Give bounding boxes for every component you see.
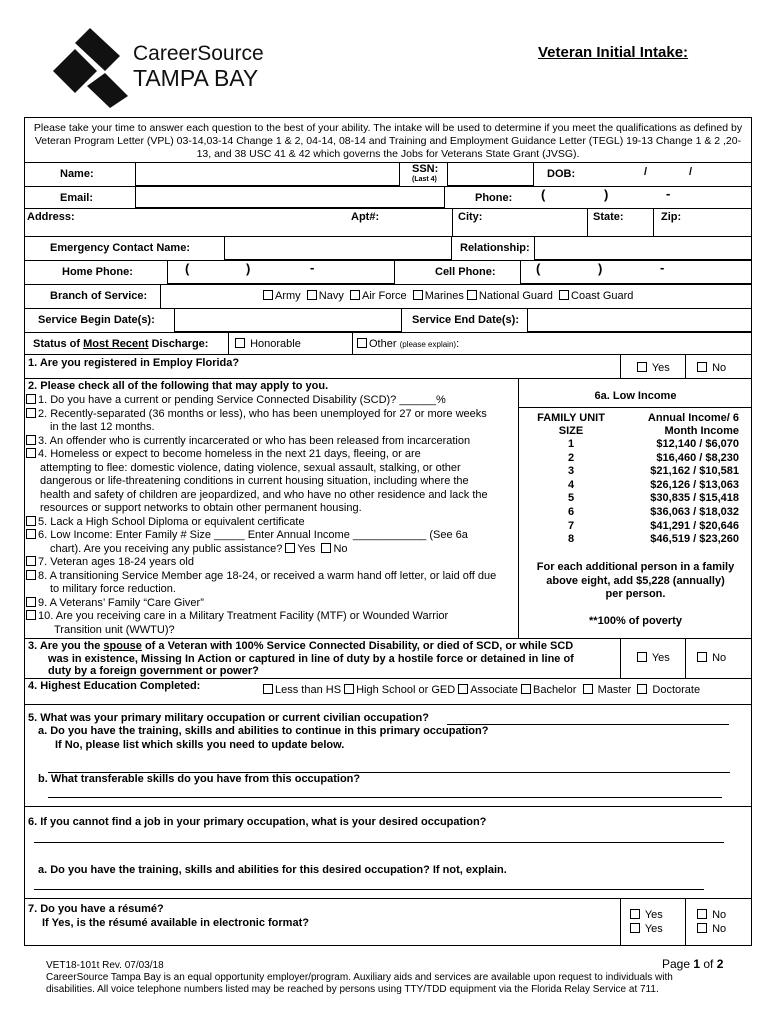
branch-label: Branch of Service: [50,290,148,302]
q2-item-4-checkbox[interactable] [26,448,36,458]
branch-navy[interactable]: Navy [307,290,344,302]
family-size-cell: 2 [567,451,575,464]
logo-text-careersource: CareerSource [133,42,264,65]
discharge-label: Status of Most Recent Discharge: [33,338,209,350]
income-cell: $26,126 / $13,063 [650,478,739,491]
dob-sep-2: / [689,166,693,178]
family-size-cell: 7 [567,519,575,532]
low-income-poverty-note: **100% of poverty [589,615,682,627]
q2-item-6-checkbox[interactable] [26,529,36,539]
q2-item-3[interactable]: 3. An offender who is currently incarcerated or who has been released from incarceration [26,435,522,449]
q2-item-9-checkbox[interactable] [26,597,36,607]
home-phone-dash: - [310,260,315,275]
education-options [263,684,700,696]
q2-item-1-checkbox[interactable] [26,394,36,404]
q7-electronic-yes-option[interactable]: Yes [630,923,663,935]
q2-item-7-checkbox[interactable] [26,556,36,566]
q2-item-8-checkbox[interactable] [26,570,36,580]
family-size-cell: 1 [567,438,575,450]
edu-less-than-hs[interactable]: Less than HS [263,684,341,696]
income-cell: $12,140 / $6,070 [656,438,739,450]
relationship-input[interactable] [534,236,752,260]
ssn-label: SSN: [412,163,439,175]
income-row [533,465,739,479]
page-number: Page 1 of 2 [662,957,724,971]
phone-paren-open: ( [541,187,546,202]
edu-master[interactable]: Master [583,684,632,696]
emergency-contact-input[interactable] [224,236,452,260]
assistance-no-checkbox[interactable] [321,543,331,553]
cell-phone-input[interactable] [520,260,752,284]
service-begin-input[interactable] [174,308,402,332]
intro-text: Please take your time to answer each question to the best of your ability. The intake will be used to determine if you meet the qualifications as defined by Veteran Program Letter (VPL) 03-14,03-14 Change 1 & 2, 04-14, 08-14 and Training and Employment Guidance Letter (TEGL) 19-13 Change 1 & 2 ,20-13, and 38 USC 41 & 42 which governs the Jobs for Veterans State Grant (JVSG). [33,122,743,160]
branch-marines[interactable]: Marines [413,290,464,302]
low-income-title: 6a. Low Income [594,390,677,402]
q1-text: 1. Are you registered in Employ Florida? [28,357,240,369]
less-than-hs-checkbox[interactable] [263,684,273,694]
q5-text: 5. What was your primary military occupation or current civilian occupation? [28,712,429,724]
coast-guard-checkbox[interactable] [559,290,569,300]
zip-label: Zip: [661,211,682,223]
cell-phone-dash: - [660,260,665,275]
family-size-cell: 4 [567,478,575,491]
q4-text: 4. Highest Education Completed: [28,680,201,692]
q2-item-10-checkbox[interactable] [26,610,36,620]
city-label: City: [458,211,483,223]
q2-item-2-checkbox[interactable] [26,408,36,418]
cell-phone-paren-close: ) [598,261,603,276]
air-force-checkbox[interactable] [350,290,360,300]
cell-phone-label: Cell Phone: [435,266,496,278]
branch-national-guard[interactable]: National Guard [467,290,553,302]
q2-item-8[interactable]: 8. A transitioning Service Member age 18-24, or received a warm hand off letter, or laid off due to military force reduction. [26,570,522,597]
relationship-label: Relationship: [460,242,530,254]
honorable-option[interactable]: Honorable [235,338,301,350]
logo [50,26,280,110]
income-cell: $21,162 / $10,581 [650,465,739,478]
branch-army[interactable]: Army [263,290,301,302]
footer-disclaimer: CareerSource Tampa Bay is an equal opportunity employer/program. Auxiliary aids and services are available upon request to individuals with disabilities. All voice telephone numbers listed may be reached by persons using TTY/TDD equipment via the Florida Relay Service at 711. [46,972,673,995]
q7-electronic-yes-checkbox[interactable] [630,923,640,933]
q5-occupation-input[interactable] [447,724,729,725]
page-title: Veteran Initial Intake: [538,44,689,61]
home-phone-paren-close: ) [246,261,251,276]
service-begin-label: Service Begin Date(s): [38,314,155,326]
army-checkbox[interactable] [263,290,273,300]
apt-label: Apt#: [351,211,380,223]
q2-list [26,394,522,637]
q2-item-7[interactable]: 7. Veteran ages 18-24 years old [26,556,522,570]
q6-explain-input[interactable] [34,889,704,890]
other-option[interactable]: Other (please explain): [357,338,459,350]
q2-item-2[interactable]: 2. Recently-separated (36 months or less), who has been unemployed for 27 or more weeks in the last 12 months. [26,408,522,435]
q7-electronic-no-option[interactable]: No [697,923,726,935]
email-input[interactable] [135,186,445,208]
cell-phone-paren-open: ( [536,261,541,276]
q3-text: 3. Are you the spouse of a Veteran with 100% Service Connected Disability, or died of SCD, or while SCD was in existence, Missing In Action or captured in line of duty by a hostile force or detained in line of duty by a foreign government or power? [28,640,574,677]
dob-label: DOB: [547,168,576,180]
edu-doctorate[interactable]: Doctorate [637,684,700,696]
branch-air-force[interactable]: Air Force [350,290,407,302]
q5-b-text: b. What transferable skills do you have from this occupation? [38,773,361,785]
assistance-yes-checkbox[interactable] [285,543,295,553]
q6-desired-occupation-input[interactable] [34,842,724,843]
service-end-label: Service End Date(s): [412,314,519,326]
income-cell: $16,460 / $8,230 [656,451,739,464]
ssn-note: (Last 4) [412,176,437,183]
q7-resume-yes-option[interactable]: Yes [630,909,663,921]
name-label: Name: [60,168,94,180]
email-label: Email: [60,192,94,204]
q3-yes-checkbox[interactable] [637,652,647,662]
home-phone-label: Home Phone: [62,266,133,278]
honorable-checkbox[interactable] [235,338,245,348]
q6-text: 6. If you cannot find a job in your primary occupation, what is your desired occupation? [28,816,487,828]
address-label: Address: [27,211,75,223]
careersource-logo-icon [50,26,130,110]
income-cell: $41,291 / $20,646 [650,519,739,532]
high-school-checkbox[interactable] [344,684,354,694]
q7-resume-yes-checkbox[interactable] [630,909,640,919]
income-row [533,438,739,452]
family-size-cell: 3 [567,465,575,478]
income-row [533,479,739,493]
q2-item-5[interactable]: 5. Lack a High School Diploma or equivalent certificate [26,516,522,530]
q3-yes-option[interactable]: Yes [637,652,670,664]
branch-coast-guard[interactable]: Coast Guard [559,290,633,302]
income-row [533,452,739,466]
income-row [533,533,739,547]
q2-item-5-checkbox[interactable] [26,516,36,526]
service-end-input[interactable] [527,308,752,332]
navy-checkbox[interactable] [307,290,317,300]
family-size-cell: 8 [567,533,575,546]
q2-item-10[interactable]: 10. Are you receiving care in a Military Treatment Facility (MTF) or Wounded Warrior Transition unit (WWTU)? [26,610,522,637]
q2-item-6[interactable]: 6. Low Income: Enter Family # Size _____ Enter Annual Income ____________ (See 6a chart). Are you receiving any public assistance? Yes No [26,529,522,556]
home-phone-paren-open: ( [185,261,190,276]
emergency-contact-label: Emergency Contact Name: [50,242,190,254]
q2-item-9[interactable]: 9. A Veterans’ Family “Care Giver” [26,597,522,611]
q7-text-2: If Yes, is the résumé available in electronic format? [42,917,309,929]
edu-high-school[interactable]: High School or GED [344,684,455,696]
state-label: State: [593,211,624,223]
family-size-cell: 6 [567,505,575,518]
name-input[interactable] [135,162,400,186]
associate-checkbox[interactable] [458,684,468,694]
q3-no-checkbox[interactable] [697,652,707,662]
edu-bachelor[interactable]: Bachelor [521,684,576,696]
income-cell: $30,835 / $15,418 [650,492,739,505]
phone-label: Phone: [475,192,513,204]
q2-title: 2. Please check all of the following that may apply to you. [28,380,329,392]
other-checkbox[interactable] [357,338,367,348]
q2-item-4[interactable]: 4. Homeless or expect to become homeless in the next 21 days, fleeing, or are attempting to flee: domestic violence, dating violence, sexual assault, stalking, or other dangerous or life-threatening conditions in current housing situation, including where the health and safety of children are jeopardized, and who have no other residence and lack the resources or support networks to obtain other permanent housing. [26,448,522,516]
q1-yes-option[interactable]: Yes [637,362,670,374]
q2-item-1[interactable]: 1. Do you have a current or pending Service Connected Disability (SCD)? ______% [26,394,522,408]
master-checkbox[interactable] [583,684,593,694]
q7-electronic-no-checkbox[interactable] [697,923,707,933]
income-cell: $46,519 / $23,260 [650,533,739,546]
q5-a-line2: If No, please list which skills you need to update below. [55,739,345,751]
income-row [533,492,739,506]
phone-paren-close: ) [604,187,609,202]
bachelor-checkbox[interactable] [521,684,531,694]
income-cell: $36,063 / $18,032 [650,505,739,518]
q3-no-option[interactable]: No [697,652,726,664]
low-income-note: For each additional person in a family above eight, add $5,228 (annually) per person. [536,561,735,600]
low-income-table: FAMILY UNIT SIZE Annual Income/ 6 Month Income 1 $12,140 / $6,070 2 $16,460 / $8,230 3 $21,162 / $10,581 4 $26,126 / $13,063 5 $30,835 / $15,418 6 $36,063 / $18,032 7 $41,291 / $20,646 8 $46,519 / $23,260 [533,412,739,547]
q2-item-3-checkbox[interactable] [26,435,36,445]
edu-associate[interactable]: Associate [458,684,518,696]
dob-sep-1: / [644,166,648,178]
q7-resume-no-checkbox[interactable] [697,909,707,919]
q5-transferable-input[interactable] [48,797,722,798]
q5-a-line1: a. Do you have the training, skills and abilities to continue in this primary occupation? [38,725,489,737]
income-row [533,520,739,534]
family-size-cell: 5 [567,492,575,505]
q6-a-text: a. Do you have the training, skills and abilities for this desired occupation? If not, explain. [38,864,507,876]
ssn-input[interactable] [447,162,534,186]
phone-dash: - [666,186,671,201]
logo-text-tampa-bay: TAMPA BAY [133,65,259,91]
doctorate-checkbox[interactable] [637,684,647,694]
q1-no-option[interactable]: No [697,362,726,374]
q7-text-1: 7. Do you have a résumé? [28,903,164,915]
q7-resume-no-option[interactable]: No [697,909,726,921]
national-guard-checkbox[interactable] [467,290,477,300]
marines-checkbox[interactable] [413,290,423,300]
home-phone-input[interactable] [167,260,395,284]
q1-yes-checkbox[interactable] [637,362,647,372]
branch-options [263,290,633,302]
q1-no-checkbox[interactable] [697,362,707,372]
income-row [533,506,739,520]
form-code: VET18-101t Rev. 07/03/18 [46,960,164,971]
